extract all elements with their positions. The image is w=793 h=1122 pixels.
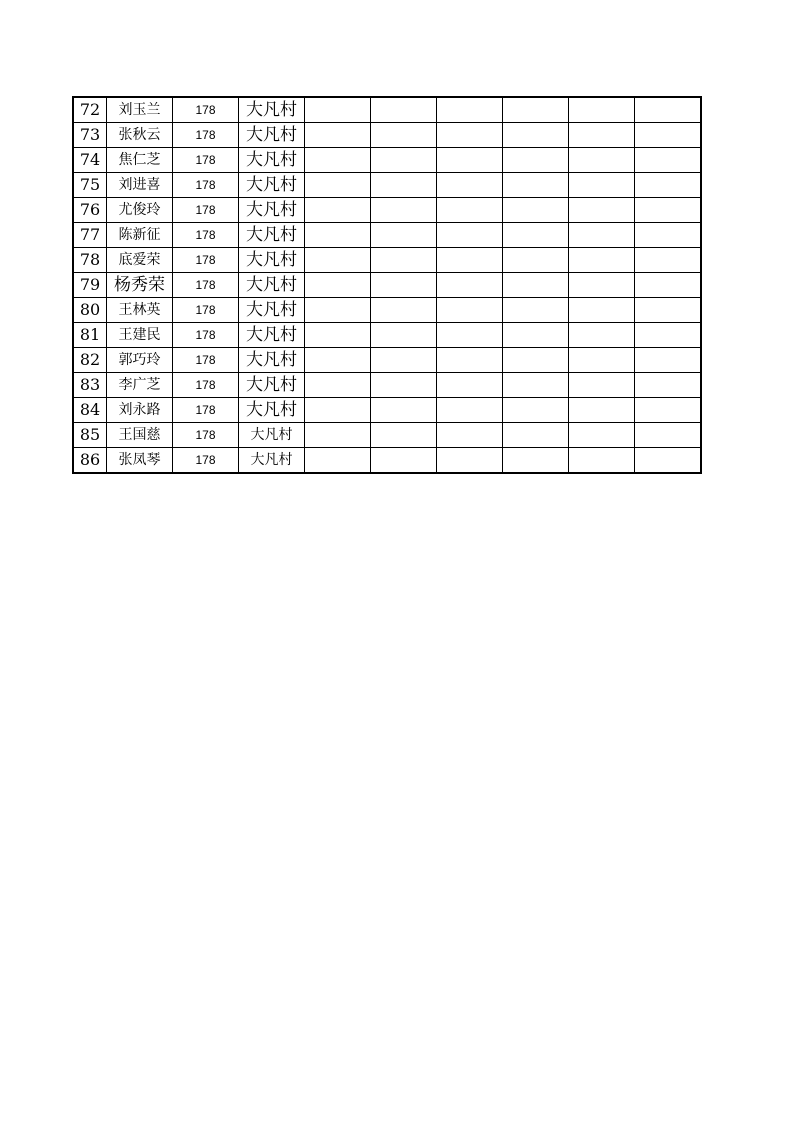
empty-cell [371, 398, 437, 423]
village-cell: 大凡村 [239, 148, 305, 173]
village-cell: 大凡村 [239, 448, 305, 474]
table-row [73, 223, 701, 248]
empty-cell [635, 448, 702, 474]
table-row [73, 173, 701, 198]
empty-cell [569, 348, 635, 373]
table-row [73, 298, 701, 323]
empty-cell [437, 173, 503, 198]
empty-cell [569, 273, 635, 298]
village-cell: 大凡村 [239, 173, 305, 198]
empty-cell [305, 423, 371, 448]
table-row [73, 148, 701, 173]
empty-cell [503, 273, 569, 298]
name-cell: 陈新征 [107, 223, 173, 248]
table-row [73, 423, 701, 448]
row-number-cell: 77 [73, 223, 107, 248]
empty-cell [371, 123, 437, 148]
empty-cell [437, 273, 503, 298]
row-number-cell: 80 [73, 298, 107, 323]
empty-cell [305, 398, 371, 423]
roster-table-body [73, 97, 701, 473]
empty-cell [371, 448, 437, 474]
empty-cell [305, 148, 371, 173]
empty-cell [305, 298, 371, 323]
empty-cell [437, 97, 503, 123]
table-row [73, 448, 701, 474]
empty-cell [371, 248, 437, 273]
name-cell: 底爱荣 [107, 248, 173, 273]
table-row [73, 123, 701, 148]
name-cell: 张凤琴 [107, 448, 173, 474]
empty-cell [503, 223, 569, 248]
village-cell: 大凡村 [239, 323, 305, 348]
amount-cell: 178 [173, 97, 239, 123]
table-row [73, 198, 701, 223]
empty-cell [305, 248, 371, 273]
empty-cell [503, 248, 569, 273]
empty-cell [503, 323, 569, 348]
empty-cell [635, 123, 702, 148]
amount-cell: 178 [173, 423, 239, 448]
amount-cell: 178 [173, 123, 239, 148]
row-number-cell: 85 [73, 423, 107, 448]
name-cell: 杨秀荣 [107, 273, 173, 298]
empty-cell [635, 373, 702, 398]
table-row [73, 373, 701, 398]
name-cell: 郭巧玲 [107, 348, 173, 373]
village-cell: 大凡村 [239, 223, 305, 248]
empty-cell [371, 423, 437, 448]
empty-cell [305, 323, 371, 348]
empty-cell [569, 173, 635, 198]
empty-cell [371, 198, 437, 223]
roster-table [72, 96, 702, 474]
empty-cell [437, 198, 503, 223]
empty-cell [371, 148, 437, 173]
village-cell: 大凡村 [239, 198, 305, 223]
empty-cell [503, 97, 569, 123]
name-cell: 刘玉兰 [107, 97, 173, 123]
empty-cell [635, 323, 702, 348]
empty-cell [635, 423, 702, 448]
empty-cell [371, 173, 437, 198]
empty-cell [635, 97, 702, 123]
amount-cell: 178 [173, 323, 239, 348]
empty-cell [305, 97, 371, 123]
empty-cell [569, 198, 635, 223]
amount-cell: 178 [173, 373, 239, 398]
empty-cell [305, 223, 371, 248]
empty-cell [569, 248, 635, 273]
amount-cell: 178 [173, 173, 239, 198]
empty-cell [437, 448, 503, 474]
name-cell: 王林英 [107, 298, 173, 323]
empty-cell [635, 298, 702, 323]
empty-cell [569, 423, 635, 448]
empty-cell [503, 148, 569, 173]
name-cell: 刘永路 [107, 398, 173, 423]
empty-cell [371, 373, 437, 398]
empty-cell [305, 448, 371, 474]
name-cell: 李广芝 [107, 373, 173, 398]
table-row [73, 348, 701, 373]
empty-cell [371, 273, 437, 298]
empty-cell [305, 273, 371, 298]
empty-cell [503, 298, 569, 323]
empty-cell [437, 373, 503, 398]
village-cell: 大凡村 [239, 423, 305, 448]
amount-cell: 178 [173, 273, 239, 298]
empty-cell [503, 398, 569, 423]
empty-cell [635, 273, 702, 298]
row-number-cell: 73 [73, 123, 107, 148]
empty-cell [635, 148, 702, 173]
village-cell: 大凡村 [239, 348, 305, 373]
empty-cell [437, 223, 503, 248]
empty-cell [635, 173, 702, 198]
empty-cell [503, 173, 569, 198]
empty-cell [635, 223, 702, 248]
empty-cell [305, 373, 371, 398]
empty-cell [437, 423, 503, 448]
row-number-cell: 82 [73, 348, 107, 373]
empty-cell [371, 323, 437, 348]
village-cell: 大凡村 [239, 398, 305, 423]
empty-cell [569, 323, 635, 348]
row-number-cell: 86 [73, 448, 107, 474]
row-number-cell: 74 [73, 148, 107, 173]
empty-cell [635, 398, 702, 423]
empty-cell [503, 423, 569, 448]
empty-cell [437, 398, 503, 423]
empty-cell [569, 148, 635, 173]
empty-cell [503, 373, 569, 398]
village-cell: 大凡村 [239, 123, 305, 148]
row-number-cell: 84 [73, 398, 107, 423]
empty-cell [305, 198, 371, 223]
empty-cell [437, 248, 503, 273]
empty-cell [371, 97, 437, 123]
empty-cell [503, 348, 569, 373]
amount-cell: 178 [173, 348, 239, 373]
empty-cell [437, 123, 503, 148]
name-cell: 王建民 [107, 323, 173, 348]
empty-cell [371, 348, 437, 373]
name-cell: 王国慈 [107, 423, 173, 448]
empty-cell [635, 348, 702, 373]
village-cell: 大凡村 [239, 298, 305, 323]
table-row [73, 248, 701, 273]
empty-cell [503, 448, 569, 474]
table-row [73, 97, 701, 123]
empty-cell [437, 148, 503, 173]
empty-cell [305, 173, 371, 198]
empty-cell [569, 398, 635, 423]
row-number-cell: 79 [73, 273, 107, 298]
empty-cell [503, 198, 569, 223]
empty-cell [635, 248, 702, 273]
row-number-cell: 81 [73, 323, 107, 348]
empty-cell [437, 323, 503, 348]
empty-cell [569, 448, 635, 474]
empty-cell [305, 348, 371, 373]
empty-cell [635, 198, 702, 223]
name-cell: 焦仁芝 [107, 148, 173, 173]
empty-cell [569, 223, 635, 248]
row-number-cell: 83 [73, 373, 107, 398]
empty-cell [569, 373, 635, 398]
empty-cell [569, 123, 635, 148]
amount-cell: 178 [173, 148, 239, 173]
amount-cell: 178 [173, 398, 239, 423]
row-number-cell: 75 [73, 173, 107, 198]
empty-cell [437, 348, 503, 373]
empty-cell [371, 223, 437, 248]
row-number-cell: 76 [73, 198, 107, 223]
village-cell: 大凡村 [239, 97, 305, 123]
table-row [73, 398, 701, 423]
table-row [73, 323, 701, 348]
name-cell: 张秋云 [107, 123, 173, 148]
village-cell: 大凡村 [239, 248, 305, 273]
row-number-cell: 72 [73, 97, 107, 123]
amount-cell: 178 [173, 248, 239, 273]
empty-cell [437, 298, 503, 323]
village-cell: 大凡村 [239, 273, 305, 298]
row-number-cell: 78 [73, 248, 107, 273]
amount-cell: 178 [173, 223, 239, 248]
amount-cell: 178 [173, 448, 239, 474]
empty-cell [305, 123, 371, 148]
village-cell: 大凡村 [239, 373, 305, 398]
empty-cell [371, 298, 437, 323]
name-cell: 刘进喜 [107, 173, 173, 198]
table-row [73, 273, 701, 298]
amount-cell: 178 [173, 298, 239, 323]
empty-cell [569, 298, 635, 323]
name-cell: 尤俊玲 [107, 198, 173, 223]
empty-cell [569, 97, 635, 123]
amount-cell: 178 [173, 198, 239, 223]
empty-cell [503, 123, 569, 148]
